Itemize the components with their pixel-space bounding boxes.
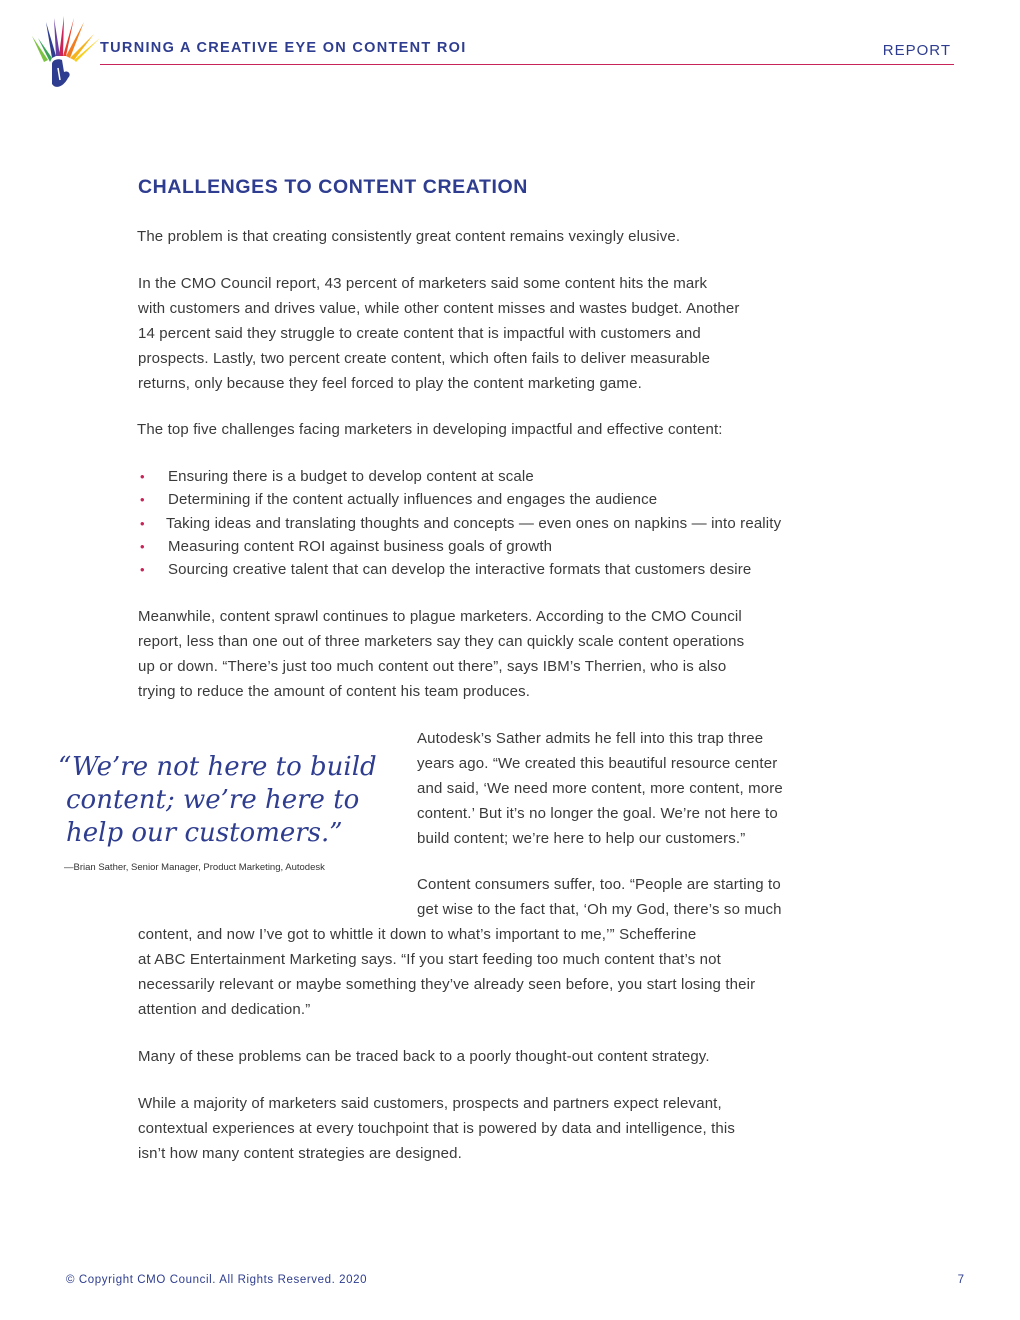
header-report-label: REPORT xyxy=(882,42,951,59)
text-line: get wise to the fact that, ‘Oh my God, there’s so much xyxy=(417,901,782,918)
text-line: and said, ‘We need more content, more content, more xyxy=(417,780,783,797)
bullet-icon: • xyxy=(140,469,145,484)
list-item xyxy=(138,488,781,511)
text-line: at ABC Entertainment Marketing says. “If you start feeding too much content that’s not xyxy=(138,951,721,968)
bullet-icon: • xyxy=(140,538,145,554)
list-item xyxy=(138,558,781,581)
footer-copyright: © Copyright CMO Council. All Rights Reserved. 2020 xyxy=(66,1274,368,1286)
text-line: attention and dedication.” xyxy=(138,1001,311,1018)
bullet-icon: • xyxy=(140,492,145,508)
text-line: Meanwhile, content sprawl continues to plague marketers. According to the CMO Council xyxy=(138,608,742,625)
bullet-icon: • xyxy=(140,562,145,578)
text-line: prospects. Lastly, two percent create content, which often fails to deliver measurable xyxy=(138,350,711,367)
challenges-list xyxy=(138,465,781,581)
page-number: 7 xyxy=(957,1274,964,1286)
list-item-text: Taking ideas and translating thoughts and concepts — even ones on napkins — into reality xyxy=(166,514,782,532)
text-line: Autodesk’s Sather admits he fell into this trap three xyxy=(417,730,764,747)
text-line: content.’ But it’s no longer the goal. We’re not here to xyxy=(417,805,778,822)
text-line: 14 percent said they struggle to create content that is impactful with customers and xyxy=(138,325,701,342)
text-line: with customers and drives value, while other content misses and wastes budget. Another xyxy=(138,300,740,317)
text-line: contextual experiences at every touchpoint that is powered by data and intelligence, this xyxy=(138,1120,736,1137)
text-line: years ago. “We created this beautiful resource center xyxy=(417,755,778,772)
text-line: Content consumers suffer, too. “People are starting to xyxy=(417,876,781,893)
paragraph-report xyxy=(138,271,740,396)
list-item xyxy=(138,512,781,535)
text-line: While a majority of marketers said customers, prospects and partners expect relevant, xyxy=(138,1095,722,1112)
paragraph-intro: The problem is that creating consistently great content remains vexingly elusive. xyxy=(137,228,681,245)
pull-quote-attribution: —Brian Sather, Senior Manager, Product Marketing, Autodesk xyxy=(64,862,325,873)
cmo-council-logo xyxy=(30,16,100,90)
pull-quote-line: “We’re not here to build xyxy=(58,752,377,782)
list-item xyxy=(138,535,781,558)
bullet-icon: • xyxy=(140,515,145,531)
list-item-text: Ensuring there is a budget to develop content at scale xyxy=(168,468,534,485)
pull-quote-line: content; we’re here to xyxy=(66,785,360,815)
paragraph-sather xyxy=(417,726,783,851)
text-line: isn’t how many content strategies are designed. xyxy=(138,1145,462,1162)
pull-quote-line: help our customers.” xyxy=(66,818,343,848)
paragraph-consumers xyxy=(138,872,782,1022)
text-line: necessarily relevant or maybe something they’ve already seen before, you start losing their xyxy=(138,976,756,993)
header-title: TURNING A CREATIVE EYE ON CONTENT ROI xyxy=(100,40,467,56)
text-line: up or down. “There’s just too much content out there”, says IBM’s Therrien, who is also xyxy=(138,658,727,675)
list-item-text: Measuring content ROI against business goals of growth xyxy=(168,537,553,555)
paragraph-top-five: The top five challenges facing marketers in developing impactful and effective content: xyxy=(137,421,723,438)
text-line: trying to reduce the amount of content his team produces. xyxy=(138,683,531,700)
paragraph-majority xyxy=(138,1091,735,1166)
text-line: content, and now I’ve got to whittle it down to what’s important to me,’” Schefferine xyxy=(138,926,697,943)
text-line: build content; we’re here to help our customers.” xyxy=(417,830,746,847)
list-item-text: Determining if the content actually influences and engages the audience xyxy=(168,491,658,509)
section-title: CHALLENGES TO CONTENT CREATION xyxy=(138,176,528,198)
text-line: In the CMO Council report, 43 percent of marketers said some content hits the mark xyxy=(138,275,708,292)
list-item-text: Sourcing creative talent that can develop the interactive formats that customers desire xyxy=(168,561,752,579)
paragraph-sprawl xyxy=(138,604,744,704)
list-item xyxy=(138,465,781,488)
header-divider xyxy=(100,64,954,65)
pull-quote xyxy=(58,751,388,850)
paragraph-problems: Many of these problems can be traced back to a poorly thought-out content strategy. xyxy=(138,1048,710,1065)
text-line: report, less than one out of three marketers say they can quickly scale content operations xyxy=(138,633,745,650)
text-line: returns, only because they feel forced to play the content marketing game. xyxy=(138,375,642,392)
